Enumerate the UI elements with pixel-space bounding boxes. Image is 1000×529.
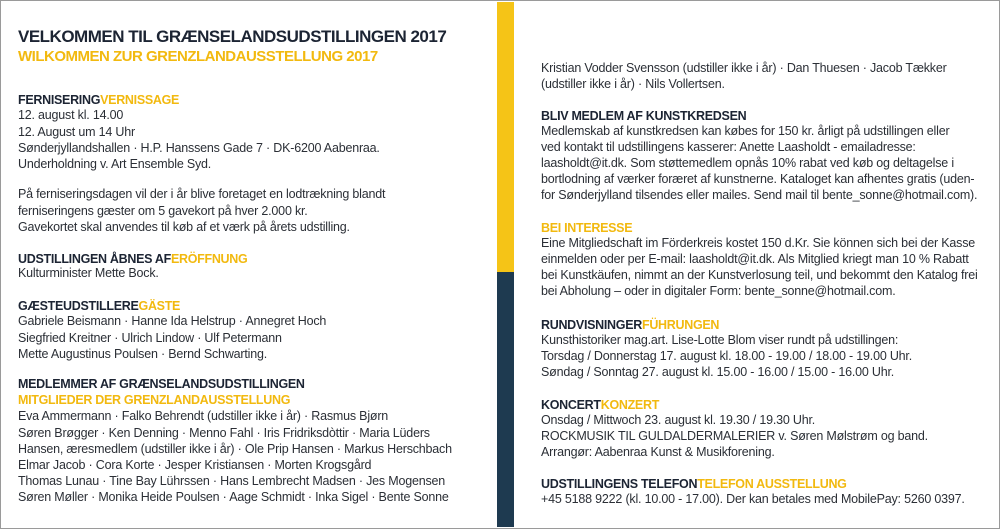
text-line: Underholdning v. Art Ensemble Syd. [18, 157, 212, 171]
text-line: (udstiller ikke i år) · Nils Vollertsen. [541, 77, 725, 91]
heading-rundvisninger: RUNDVISNINGERFÜHRUNGEN [541, 318, 720, 332]
text-line: Mette Augustinus Poulsen · Bernd Schwarting. [18, 347, 267, 361]
text-line: laasholdt@it.dk. Som støttemedlem opnås 10% rabat ved køb og deltagelse i [541, 156, 954, 170]
text-line: Sønderjyllandshallen · H.P. Hanssens Gade 7 · DK-6200 Aabenraa. [18, 141, 380, 155]
text-line: ROCKMUSIK TIL GULDALDERMALERIER v. Søren Mølstrøm og band. [541, 429, 928, 443]
text-line: ferniseringens gæster om 5 gavekort på hver 2.000 kr. [18, 204, 308, 218]
text-line: 12. August um 14 Uhr [18, 125, 135, 139]
text-line: Onsdag / Mittwoch 23. august kl. 19.30 / 19.30 Uhr. [541, 413, 815, 427]
text-line: Søren Brøgger · Ken Denning · Menno Fahl · Iris Fridriksdòttir · Maria Lüders [18, 426, 430, 440]
heading-bliv-medlem: BLIV MEDLEM AF KUNSTKREDSEN [541, 109, 747, 123]
heading-medlemmer-de: MITGLIEDER DER GRENZLANDAUSSTELLUNG [18, 393, 291, 407]
text-line: Elmar Jacob · Cora Korte · Jesper Kristiansen · Morten Krogsgård [18, 458, 372, 472]
text-line: På ferniseringsdagen vil der i år blive foretaget en lodtrækning blandt [18, 187, 386, 201]
heading-koncert: KONCERTKONZERT [541, 398, 660, 412]
text-line: Gavekortet skal anvendes til køb af et værk på årets udstilling. [18, 220, 350, 234]
text-line: Siegfried Kreitner · Ulrich Lindow · Ulf Petermann [18, 331, 282, 345]
text-line: 12. august kl. 14.00 [18, 108, 124, 122]
text-line: bei Kunstkäufen, nimmt an der Kunstverlosung teil, und bekommt den Katalog frei [541, 268, 978, 282]
heading-medlemmer-da: MEDLEMMER AF GRÆNSELANDSUDSTILLINGEN [18, 377, 305, 391]
text-line: Kristian Vodder Svensson (udstiller ikke i år) · Dan Thuesen · Jacob Tækker [541, 61, 947, 75]
text-line: Medlemskab af kunstkredsen kan købes for 150 kr. årligt på udstillingen eller [541, 124, 950, 138]
divider-navy [497, 272, 514, 527]
text-line: ved kontakt til udstillingens kasserer: Anette Laasholdt - emailadresse: [541, 140, 916, 154]
text-line: Eva Ammermann · Falko Behrendt (udstiller ikke i år) · Rasmus Bjørn [18, 409, 389, 423]
heading-aabning: UDSTILLINGEN ÅBNES AFERÖFFNUNG [18, 252, 248, 266]
title-danish: VELKOMMEN TIL GRÆNSELANDSUDSTILLINGEN 2017 [18, 27, 447, 46]
text-line: +45 5188 9222 (kl. 10.00 - 17.00). Der kan betales med MobilePay: 5260 0397. [541, 492, 965, 506]
text-line: for Sønderjylland tilsendes eller mailes. Send mail til bente_sonne@hotmail.com). [541, 188, 978, 202]
text-line: einmelden oder per E-mail: laasholdt@it.dk. Als Mitglied kriegt man 10 % Rabatt [541, 252, 969, 266]
text-line: Arrangør: Aabenraa Kunst & Musikforening. [541, 445, 775, 459]
text-line: Thomas Lunau · Tine Bay Lührssen · Hans Lembrecht Madsen · Jes Mogensen [18, 474, 445, 488]
text-line: Eine Mitgliedschaft im Förderkreis kostet 150 d.Kr. Sie können sich bei der Kasse [541, 236, 976, 250]
text-line: Søndag / Sonntag 27. august kl. 15.00 - 16.00 / 15.00 - 16.00 Uhr. [541, 365, 895, 379]
text-line: Hansen, æresmedlem (udstiller ikke i år) · Ole Prip Hansen · Markus Herschbach [18, 442, 452, 456]
text-line: Søren Møller · Monika Heide Poulsen · Aage Schmidt · Inka Sigel · Bente Sonne [18, 490, 449, 504]
divider-yellow [497, 2, 514, 272]
heading-fernisering: FERNISERINGVERNISSAGE [18, 93, 180, 107]
heading-telefon: UDSTILLINGENS TELEFONTELEFON AUSSTELLUNG [541, 477, 847, 491]
text-line: Kunsthistoriker mag.art. Lise-Lotte Blom viser rundt på udstillingen: [541, 333, 899, 347]
text-line: Gabriele Beismann · Hanne Ida Helstrup · Annegret Hoch [18, 314, 327, 328]
text-line: Kulturminister Mette Bock. [18, 266, 159, 280]
heading-bei-interesse: BEI INTERESSE [541, 221, 633, 235]
text-line: bei Abholung – oder in digitaler Form: bente_sonne@hotmail.com. [541, 284, 896, 298]
heading-gaester: GÆSTEUDSTILLEREGÄSTE [18, 299, 181, 313]
text-line: bortlodning af værker foræret af kunstnerne. Kataloget kan afhentes gratis (uden- [541, 172, 975, 186]
text-line: Torsdag / Donnerstag 17. august kl. 18.00 - 19.00 / 18.00 - 19.00 Uhr. [541, 349, 912, 363]
title-german: WILKOMMEN ZUR GRENZLANDAUSSTELLUNG 2017 [18, 48, 378, 65]
